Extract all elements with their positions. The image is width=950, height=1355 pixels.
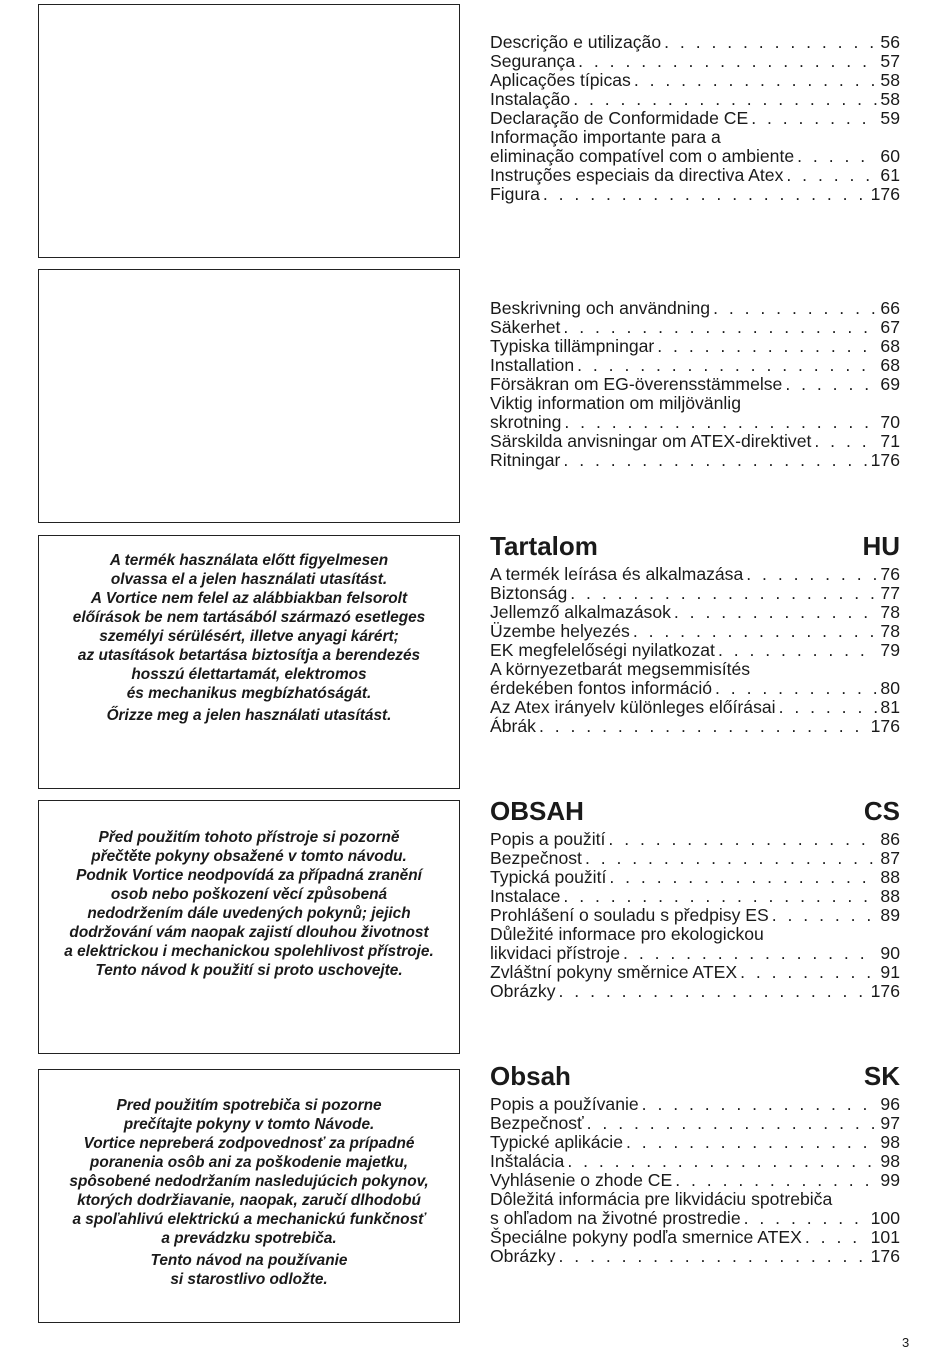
- toc-entry[interactable]: Beskrivning och användning . . . 66: [490, 299, 900, 318]
- notice-line: Vortice nepreberá zodpovednosť za prípadné: [83, 1135, 415, 1152]
- notice-line: dodržování vám naopak zajistí dlouhou životnost: [69, 924, 429, 941]
- toc-heading: [490, 1061, 900, 1091]
- toc-title: Obsah: [490, 1061, 571, 1091]
- toc-entry[interactable]: Installation . . . 68: [490, 356, 900, 375]
- language-code: HU: [862, 531, 900, 561]
- toc-entry[interactable]: Segurança . . . 57: [490, 52, 900, 71]
- toc-heading: [490, 796, 900, 826]
- toc-title: OBSAH: [490, 796, 584, 826]
- notice-line: előírások be nem tartásából származó esetleges: [72, 609, 426, 626]
- toc-entry[interactable]: Zvláštní pokyny směrnice ATEX . . . 91: [490, 963, 900, 982]
- toc-entry[interactable]: Figura . . . 176: [490, 185, 900, 204]
- language-code: CS: [863, 796, 900, 826]
- toc-entry[interactable]: Descrição e utilização . . . 56: [490, 33, 900, 52]
- toc-entry[interactable]: skrotning . . . 70: [490, 413, 900, 432]
- toc-heading: [490, 531, 900, 561]
- toc-entry[interactable]: Ábrák . . . 176: [490, 717, 900, 736]
- toc-entry[interactable]: Popis a používanie . . . 96: [490, 1095, 900, 1114]
- toc-entry[interactable]: érdekében fontos információ . . . 80: [490, 679, 900, 698]
- toc-entry[interactable]: Biztonság . . . 77: [490, 584, 900, 603]
- toc-entry[interactable]: Az Atex irányelv különleges előírásai . . . 81: [490, 698, 900, 717]
- toc-entry[interactable]: Prohlášení o souladu s předpisy ES . . . 89: [490, 906, 900, 925]
- toc-entry[interactable]: Instalação . . . 58: [490, 90, 900, 109]
- notice-text-cs: [39, 828, 459, 980]
- language-code: SK: [863, 1061, 900, 1091]
- toc-title: Tartalom: [490, 531, 598, 561]
- notice-line: Pred použitím spotrebiča si pozorne: [116, 1097, 382, 1114]
- toc-entry[interactable]: Obrázky . . . 176: [490, 982, 900, 1001]
- notice-line: a spoľahlivú elektrickú a mechanickú funkčnosť: [72, 1211, 426, 1228]
- notice-line: prečítajte pokyny v tomto Návode.: [123, 1116, 375, 1133]
- notice-line: si starostlivo odložte.: [170, 1271, 328, 1288]
- toc-entry[interactable]: Försäkran om EG-överensstämmelse . . . 69: [490, 375, 900, 394]
- notice-line: poranenia osôb ani za poškodenie majetku,: [89, 1154, 409, 1171]
- toc-entry[interactable]: Jellemző alkalmazások . . . 78: [490, 603, 900, 622]
- toc-entry-line: Informação importante para a: [490, 127, 721, 147]
- notice-line: a elektrickou i mechanickou spolehlivost přístroje.: [64, 943, 434, 960]
- notice-box-hu: [38, 535, 460, 789]
- notice-line: Před použitím tohoto přístroje si pozorně: [98, 829, 400, 846]
- toc-entry[interactable]: A termék leírása és alkalmazása . . . 76: [490, 565, 900, 584]
- toc-entry[interactable]: Säkerhet . . . 67: [490, 318, 900, 337]
- notice-line: olvassa el a jelen használati utasítást.: [110, 571, 388, 588]
- notice-text-hu: [39, 551, 459, 725]
- toc-entry[interactable]: Typická použití . . . 88: [490, 868, 900, 887]
- notice-line: Tento návod na používanie: [150, 1252, 348, 1269]
- toc-entry[interactable]: Inštalácia . . . 98: [490, 1152, 900, 1171]
- toc-entry[interactable]: Typické aplikácie . . . 98: [490, 1133, 900, 1152]
- toc-pt: [490, 33, 900, 204]
- toc-cs: [490, 796, 900, 1001]
- notice-line: az utasítások betartása biztosítja a berendezés: [77, 647, 421, 664]
- notice-line: Tento návod k použití si proto uschovejte.: [95, 962, 403, 979]
- toc-entry[interactable]: Špeciálne pokyny podľa smernice ATEX . . . 101: [490, 1228, 900, 1247]
- toc-sk: [490, 1061, 900, 1266]
- notice-line: přečtěte pokyny obsažené v tomto návodu.: [91, 848, 407, 865]
- toc-entry[interactable]: Aplicações típicas . . . 58: [490, 71, 900, 90]
- notice-text-sk: [39, 1096, 459, 1289]
- toc-entry-line: A környezetbarát megsemmisítés: [490, 659, 751, 679]
- toc-entry[interactable]: Üzembe helyezés . . . 78: [490, 622, 900, 641]
- toc-entry[interactable]: Popis a použití . . . 86: [490, 830, 900, 849]
- toc-entry[interactable]: Obrázky . . . 176: [490, 1247, 900, 1266]
- toc-entry[interactable]: eliminação compatível com o ambiente . . . 60: [490, 147, 900, 166]
- toc-entry[interactable]: Declaração de Conformidade CE . . . 59: [490, 109, 900, 128]
- blank-frame-1: [38, 4, 460, 258]
- toc-sv: [490, 299, 900, 470]
- toc-entry[interactable]: s ohľadom na životné prostredie . . . 100: [490, 1209, 900, 1228]
- notice-line: hosszú élettartamát, elektromos: [131, 666, 367, 683]
- toc-entry[interactable]: Instruções especiais da directiva Atex . . . 61: [490, 166, 900, 185]
- page-number: 3: [902, 1335, 910, 1350]
- toc-entry[interactable]: Bezpečnost . . . 87: [490, 849, 900, 868]
- toc-entry[interactable]: Vyhlásenie o zhode CE . . . 99: [490, 1171, 900, 1190]
- notice-line: osob nebo poškození věcí způsobená: [110, 886, 388, 903]
- notice-line: spôsobené nedodržaním nasledujúcich pokynov,: [69, 1173, 429, 1190]
- toc-entry[interactable]: Typiska tillämpningar . . . 68: [490, 337, 900, 356]
- toc-entry-line: Viktig information om miljövänlig: [490, 393, 741, 413]
- notice-box-sk: [38, 1069, 460, 1323]
- notice-line: Podnik Vortice neodpovídá za případná zranění: [76, 867, 422, 884]
- toc-entry[interactable]: Instalace . . . 88: [490, 887, 900, 906]
- notice-line: A Vortice nem felel az alábbiakban felsorolt: [90, 590, 408, 607]
- toc-entry-line: Důležité informace pro ekologickou: [490, 924, 764, 944]
- toc-entry[interactable]: Särskilda anvisningar om ATEX-direktivet . . . 71: [490, 432, 900, 451]
- notice-box-cs: [38, 800, 460, 1054]
- toc-entry[interactable]: EK megfelelőségi nyilatkozat . . . 79: [490, 641, 900, 660]
- toc-hu: [490, 531, 900, 736]
- toc-entry[interactable]: Ritningar . . . 176: [490, 451, 900, 470]
- notice-line: személyi sérülésért, illetve anyagi kárért;: [99, 628, 399, 645]
- notice-line: ktorých dodržiavanie, naopak, zaručí dlhodobú: [77, 1192, 421, 1209]
- notice-line: a prevádzku spotrebiča.: [161, 1230, 337, 1247]
- toc-entry[interactable]: Bezpečnosť . . . 97: [490, 1114, 900, 1133]
- notice-line: A termék használata előtt figyelmesen: [109, 552, 389, 569]
- toc-entry-line: Dôležitá informácia pre likvidáciu spotrebiča: [490, 1189, 833, 1209]
- notice-line: Őrizze meg a jelen használati utasítást.: [106, 707, 392, 724]
- blank-frame-2: [38, 269, 460, 523]
- toc-entry[interactable]: likvidaci přístroje . . . 90: [490, 944, 900, 963]
- notice-line: nedodržením dále uvedených pokynů; jejich: [87, 905, 411, 922]
- notice-line: és mechanikus megbízhatóságát.: [126, 685, 372, 702]
